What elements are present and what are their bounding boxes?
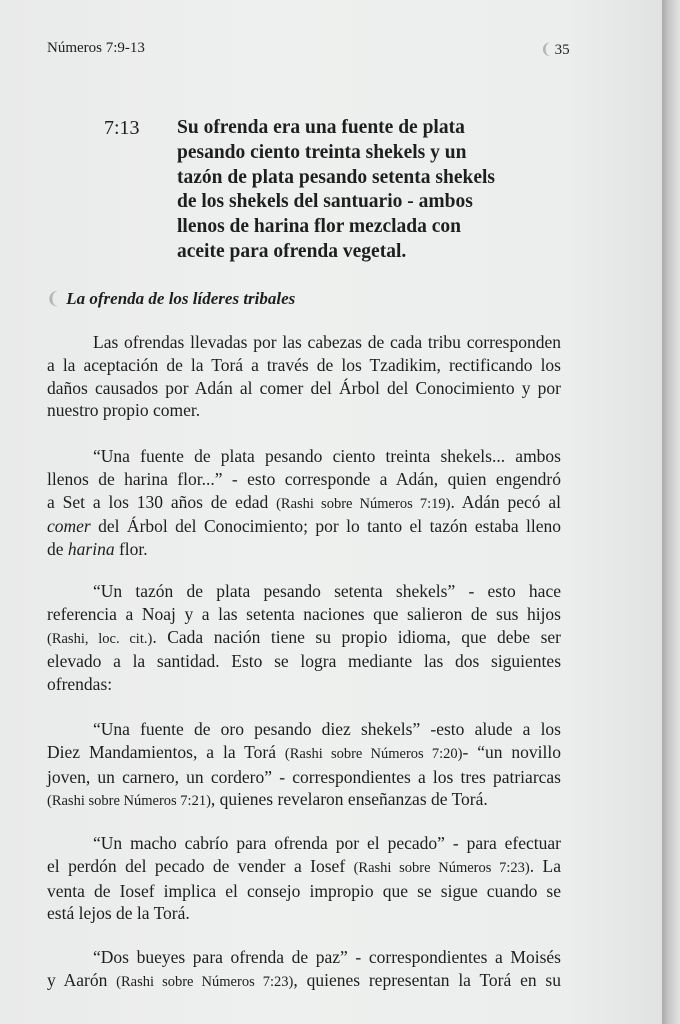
text-line: “Dos bueyes para ofrenda de paz” - correspondientes a Moisés	[93, 947, 561, 967]
verse-line: Su ofrenda era una fuente de plata	[177, 117, 465, 138]
page-number-value: 35	[554, 42, 570, 58]
section-heading	[46, 289, 295, 309]
text-line: el perdón del pecado de vender a Iosef (Rashi sobre Números 7:23). La	[47, 855, 561, 876]
text-line: venta de Iosef implica el consejo impropio que se sigue cuando se	[47, 880, 561, 901]
text-line: Diez Mandamientos, a la Torá (Rashi sobre Números 7:20)- “un novillo	[47, 741, 561, 762]
verse-text	[177, 116, 537, 265]
verse-line: aceite para ofrenda vegetal.	[177, 240, 407, 262]
emphasis: comer	[47, 516, 91, 537]
text-line: “Una fuente de plata pesando ciento treinta shekels... ambos	[93, 446, 561, 466]
paragraph-1	[47, 331, 561, 422]
text-line: está lejos de la Torá.	[47, 903, 190, 924]
citation: (Rashi sobre Números 7:19)	[276, 495, 451, 512]
paragraph-2	[47, 445, 561, 561]
text-line: “Una fuente de oro pesando diez shekels” -esto alude a los	[93, 719, 561, 739]
ornament-icon: ❨	[46, 289, 61, 308]
citation: (Rashi sobre Números 7:21)	[47, 793, 211, 810]
page-edge	[662, 0, 680, 1024]
verse-line: pesando ciento treinta shekels y un	[177, 141, 467, 163]
text-line: ofrendas:	[47, 674, 113, 695]
paragraph-3	[47, 580, 561, 696]
citation: (Rashi sobre Números 7:20)	[284, 745, 463, 762]
text-line: “Un tazón de plata pesando setenta shekels” - esto hace	[93, 581, 561, 601]
text-line: (Rashi sobre Números 7:21), quienes revelaron enseñanzas de Torá.	[47, 789, 488, 810]
paragraph-6	[47, 946, 561, 994]
text-line: daños causados por Adán al comer del Árbol del Conocimiento y por	[47, 377, 561, 398]
paragraph-4	[47, 718, 561, 813]
verse-line: de los shekels del santuario - ambos	[177, 191, 473, 213]
text-line: Las ofrendas llevadas por las cabezas de cada tribu corresponden	[93, 332, 561, 352]
text-line: comer del Árbol del Conocimiento; por lo tanto el tazón estaba lleno	[47, 516, 561, 537]
text-line: nuestro propio comer.	[47, 400, 201, 421]
section-heading-text: La ofrenda de los líderes tribales	[66, 289, 296, 308]
running-head: Números 7:9-13	[47, 40, 145, 56]
text-line: referencia a Noaj y a las setenta naciones que salieron de sus hijos	[47, 603, 561, 624]
verse-line: llenos de harina flor mezclada con	[177, 216, 461, 238]
text-line: y Aarón (Rashi sobre Números 7:23), quienes representan la Torá en su	[47, 969, 561, 990]
text-line: a la aceptación de la Torá a través de los Tzadikim, rectificando los	[47, 354, 561, 375]
text-line: joven, un carnero, un cordero” - correspondientes a los tres patriarcas	[47, 766, 561, 787]
text-line: “Un macho cabrío para ofrenda por el pecado” - para efectuar	[93, 833, 561, 853]
text-line: llenos de harina flor...” - esto corresponde a Adán, quien engendró	[47, 468, 561, 489]
citation: (Rashi, loc. cit.)	[47, 630, 153, 647]
paragraph-5	[47, 832, 561, 925]
citation: (Rashi sobre Números 7:23)	[116, 973, 294, 990]
ornament-icon: ❨	[540, 42, 553, 58]
text-line: (Rashi, loc. cit.). Cada nación tiene su propio idioma, que debe ser	[47, 626, 561, 647]
verse-line: tazón de plata pesando setenta shekels	[177, 166, 495, 188]
citation: (Rashi sobre Números 7:23)	[353, 859, 530, 876]
text-line: de harina flor.	[47, 539, 148, 560]
page-number	[540, 40, 570, 59]
text-line: a Set a los 130 años de edad (Rashi sobre Números 7:19). Adán pecó al	[47, 491, 561, 512]
text-line: elevado a la santidad. Esto se logra mediante las dos siguientes	[47, 651, 561, 672]
verse-reference: 7:13	[104, 117, 140, 139]
emphasis: harina	[67, 539, 115, 560]
